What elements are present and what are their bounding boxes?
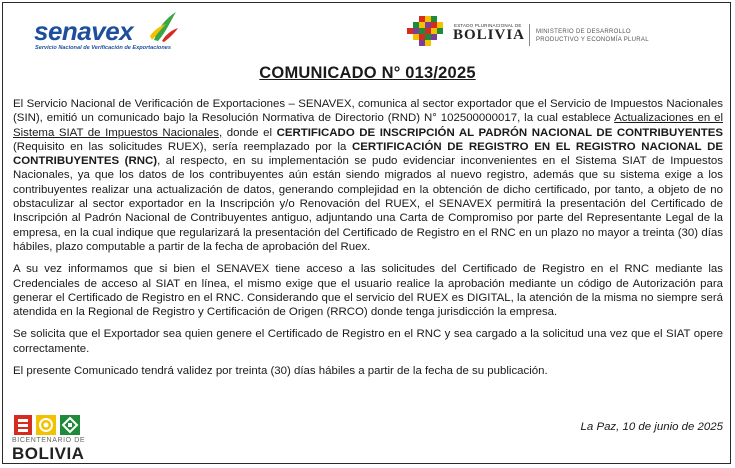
paragraph-4: El presente Comunicado tendrá validez por treinta (30) días hábiles a partir de la fecha de su publicación. <box>13 365 548 378</box>
header-divider <box>529 24 530 46</box>
senavex-logo <box>30 10 190 55</box>
senavex-leaf-icon <box>148 10 180 44</box>
p1-bold-certificado: CERTIFICADO DE INSCRIPCIÓN AL PADRÓN NACIONAL DE CONTRIBUYENTES <box>276 126 723 139</box>
p1-bold-certificacion: CERTIFICACIÓN DE REGISTRO EN EL REGISTRO NACIONAL DE CONTRIBUYENTES (RNC) <box>13 140 723 168</box>
senavex-logo-text: senavex <box>34 16 134 46</box>
p1-text-4: , al respecto, en su implementación se pudo evidenciar inconvenientes en el Sistema SIAT de Impuestos Nacionales, ya que los datos de los contribuyentes aún están siendo migrados al nuevo registro, además que su sistema exige a los contribuyentes realizar una actualización de datos, generando complejidad en la obtención de dicho certificado, por tanto, a objeto de no obstaculizar al sector exportador en la Inscripción y/o Renovación del RUEX, el SENAVEX permitirá la presentación del Certificado de Inscripción al Padrón Nacional de Contribuyentes antiguo, adjuntando una Carta de Compromiso por parte del Representante Legal de la empresa, en la cual indique que regularizará la presentación del Certificado de Registro en el RNC en un plazo no mayor a treinta (30) días hábiles, plazo computable a partir de la fecha de aprobación del Ruex. <box>13 155 723 253</box>
gov-country-label: BOLIVIA <box>453 27 526 43</box>
p1-text-2: donde el <box>222 126 277 139</box>
paragraph-2: A su vez informamos que si bien el SENAVEX tiene acceso a las solicitudes del Certificado de Registro en el RNC mediante las Credenciales de acceso al SIAT en línea, el mismo exige que el usuario realice la aprobación mediante un código de Autorización para generar el Certificado de Registro en el RNC. Considerando que el servicio del RUEX es DIGITAL, la atención de la misma no siempre será atendida en la Regional de Registro y Certificación de Origen (RRCO) donde tenga jurisdicción la empresa. <box>13 263 723 319</box>
paragraph-1 <box>13 97 723 254</box>
government-header <box>405 14 725 50</box>
bicentenario-country: BOLIVIA <box>12 444 85 463</box>
p1-text-3: (Requisito en las solicitudes RUEX), sería reemplazado por la <box>13 140 353 153</box>
p1-underlined-text: Actualizaciones en el Sistema SIAT de Impuestos Nacionales, <box>13 112 723 139</box>
bicentenario-label: BICENTENARIO DE <box>12 437 86 444</box>
bicentenario-logo <box>12 413 132 463</box>
p1-text-1: El Servicio Nacional de Verificación de Exportaciones – SENAVEX, comunica al sector exportador que el Servicio de Impuestos Nacionales (SIN), emitió un comunicado bajo la Resolución Normativa de Directorio (RND) N° 102500000017, la cual establece <box>13 98 723 125</box>
ministry-line-2: PRODUCTIVO Y ECONOMÍA PLURAL <box>536 37 649 43</box>
senavex-subtitle: Servicio Nacional de Verificación de Exportaciones <box>35 45 171 51</box>
bolivia-emblem-icon <box>405 14 449 48</box>
document-date: La Paz, 10 de junio de 2025 <box>580 421 723 433</box>
paragraph-3: Se solicita que el Exportador sea quien genere el Certificado de Registro en el RNC y sea cargado a la solicitud una vez que el SIAT opere correctamente. <box>13 328 723 355</box>
gov-estado-label: ESTADO PLURINACIONAL DE <box>454 23 522 28</box>
bicentenario-pattern-icon <box>12 413 122 437</box>
document-title <box>0 64 735 83</box>
title-text: COMUNICADO N° 013/2025 <box>259 64 476 82</box>
document-body <box>13 97 723 386</box>
ministry-line-1: MINISTERIO DE DESARROLLO <box>536 29 631 35</box>
